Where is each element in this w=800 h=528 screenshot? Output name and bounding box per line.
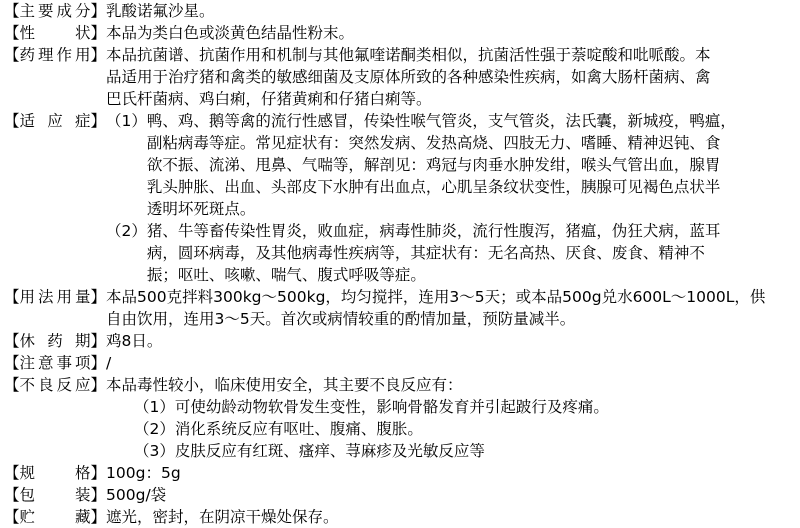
section-content xyxy=(106,110,800,286)
content-line: 鸭、鸡、鹅等禽的流行性感冒，传染性喉气管炎，支气管炎，法氏囊，新城疫，鸭瘟， xyxy=(146,112,736,130)
section-precautions xyxy=(4,352,800,374)
section-label xyxy=(4,44,106,66)
adverse-reaction-item: （1）可使幼龄动物软骨发生变性，影响骨骼发育并引起跛行及疼痛。 xyxy=(134,398,609,416)
bracket-open: 【 xyxy=(4,354,20,372)
content-line: 病，圆环病毒，及其他病毒性疾病等，其症状有：无名高热、厌食、废食、精神不 xyxy=(146,244,705,262)
content-line: 100g：5g xyxy=(106,464,181,482)
content-line: 遮光，密封，在阴凉干燥处保存。 xyxy=(106,508,339,526)
section-appearance xyxy=(4,22,800,44)
bracket-close: 】 xyxy=(90,112,107,130)
content-line: 自由饮用，连用3～5天。首次或病情较重的酌情加量，预防量减半。 xyxy=(106,310,576,328)
section-withdrawal-period xyxy=(4,330,800,352)
content-line: 欲不振、流涕、甩鼻、气喘等，解剖见：鸡冠与肉垂水肿发绀，喉头气管出血，腺胃 xyxy=(146,156,721,174)
content-line: 500g/袋 xyxy=(106,486,167,504)
section-label xyxy=(4,352,106,374)
indication-item xyxy=(106,110,796,220)
content-line: 本品500克拌料300kg～500kg，均匀搅拌，连用3～5天；或本品500g兑水600L～1000L，供 xyxy=(106,288,766,306)
section-content xyxy=(106,352,800,374)
item-number: （2） xyxy=(106,222,147,240)
content-line: 副粘病毒等症。常见症状有：突然发病、发热高烧、四肢无力、嗜睡、精神迟钝、食 xyxy=(146,134,721,152)
section-indications xyxy=(4,110,800,286)
section-content xyxy=(106,0,800,22)
section-dosage xyxy=(4,286,800,330)
section-content xyxy=(106,506,800,528)
section-label xyxy=(4,286,106,308)
section-storage xyxy=(4,506,800,528)
section-label xyxy=(4,484,106,506)
section-label xyxy=(4,374,106,396)
label-text: 药理作用 xyxy=(19,46,91,64)
bracket-open: 【 xyxy=(4,112,20,130)
content-line: 振；呕吐、咳嗽、喘气、腹式呼吸等症。 xyxy=(146,266,426,284)
section-label xyxy=(4,506,106,528)
item-number: （1） xyxy=(106,112,147,130)
content-line: 品适用于治疗猪和禽类的敏感细菌及支原体所致的各种感染性疾病，如禽大肠杆菌病、禽 xyxy=(106,68,711,86)
label-text: 休 药 期 xyxy=(19,332,91,350)
label-text: 规 格 xyxy=(19,464,91,482)
content-line: 猪、牛等畜传染性胃炎，败血症，病毒性肺炎，流行性腹泻，猪瘟，伪狂犬病，蓝耳 xyxy=(146,222,721,240)
content-line: 本品为类白色或淡黄色结晶性粉末。 xyxy=(106,24,355,42)
bracket-close: 】 xyxy=(90,332,107,350)
bracket-close: 】 xyxy=(90,508,107,526)
bracket-close: 】 xyxy=(90,376,107,394)
bracket-open: 【 xyxy=(4,376,20,394)
label-text: 包 装 xyxy=(19,486,91,504)
section-content xyxy=(106,22,800,44)
section-specification xyxy=(4,462,800,484)
bracket-open: 【 xyxy=(4,24,20,42)
section-content xyxy=(106,374,800,396)
bracket-open: 【 xyxy=(4,332,20,350)
bracket-open: 【 xyxy=(4,288,20,306)
label-text: 不良反应 xyxy=(19,376,91,394)
content-line: 本品抗菌谱、抗菌作用和机制与其他氟喹诺酮类相似，抗菌活性强于萘啶酸和吡哌酸。本 xyxy=(106,46,711,64)
label-text: 性 状 xyxy=(19,24,91,42)
label-text: 适 应 症 xyxy=(19,112,91,130)
adverse-reaction-item: （2）消化系统反应有呕吐、腹痛、腹胀。 xyxy=(134,420,423,438)
label-text: 贮 藏 xyxy=(19,508,91,526)
section-label xyxy=(4,22,106,44)
bracket-open: 【 xyxy=(4,508,20,526)
item-text xyxy=(147,220,796,286)
content-line: 巴氏杆菌病、鸡白痢，仔猪黄痢和仔猪白痢等。 xyxy=(106,90,432,108)
section-packaging xyxy=(4,484,800,506)
section-content xyxy=(106,462,800,484)
section-content xyxy=(106,484,800,506)
section-label xyxy=(4,462,106,484)
content-line: / xyxy=(106,354,112,372)
section-content xyxy=(106,286,800,330)
section-pharmacology xyxy=(4,44,800,110)
bracket-close: 】 xyxy=(90,46,107,64)
section-label xyxy=(4,330,106,352)
bracket-close: 】 xyxy=(90,24,107,42)
section-ingredients xyxy=(4,0,800,22)
content-line: 鸡8日。 xyxy=(106,332,163,350)
section-content xyxy=(106,330,800,352)
adverse-reaction-item: （3）皮肤反应有红斑、瘙痒、荨麻疹及光敏反应等 xyxy=(134,442,485,460)
section-content xyxy=(106,44,800,110)
indication-item xyxy=(106,220,796,286)
bracket-open: 【 xyxy=(4,464,20,482)
section-label xyxy=(4,110,106,132)
content-line: 乳酸诺氟沙星。 xyxy=(106,2,215,20)
label-text: 注意事项 xyxy=(19,354,91,372)
bracket-close: 】 xyxy=(90,288,107,306)
content-line: 本品毒性较小，临床使用安全，其主要不良反应有： xyxy=(106,376,463,394)
content-line: 透明坏死斑点。 xyxy=(146,200,256,218)
bracket-close: 】 xyxy=(90,486,107,504)
bracket-close: 】 xyxy=(90,2,107,20)
bracket-open: 【 xyxy=(4,2,20,20)
section-adverse-reactions xyxy=(4,374,800,396)
content-line: 乳头肿胀、出血、头部皮下水肿有出血点，心肌呈条纹状变性，胰腺可见褐色点状半 xyxy=(146,178,721,196)
label-text: 用法用量 xyxy=(19,288,91,306)
section-label xyxy=(4,0,106,22)
label-text: 主要成分 xyxy=(19,2,91,20)
bracket-close: 】 xyxy=(90,464,107,482)
bracket-open: 【 xyxy=(4,46,20,64)
bracket-close: 】 xyxy=(90,354,107,372)
item-text xyxy=(147,110,796,220)
bracket-open: 【 xyxy=(4,486,20,504)
adverse-reaction-list xyxy=(4,396,800,462)
